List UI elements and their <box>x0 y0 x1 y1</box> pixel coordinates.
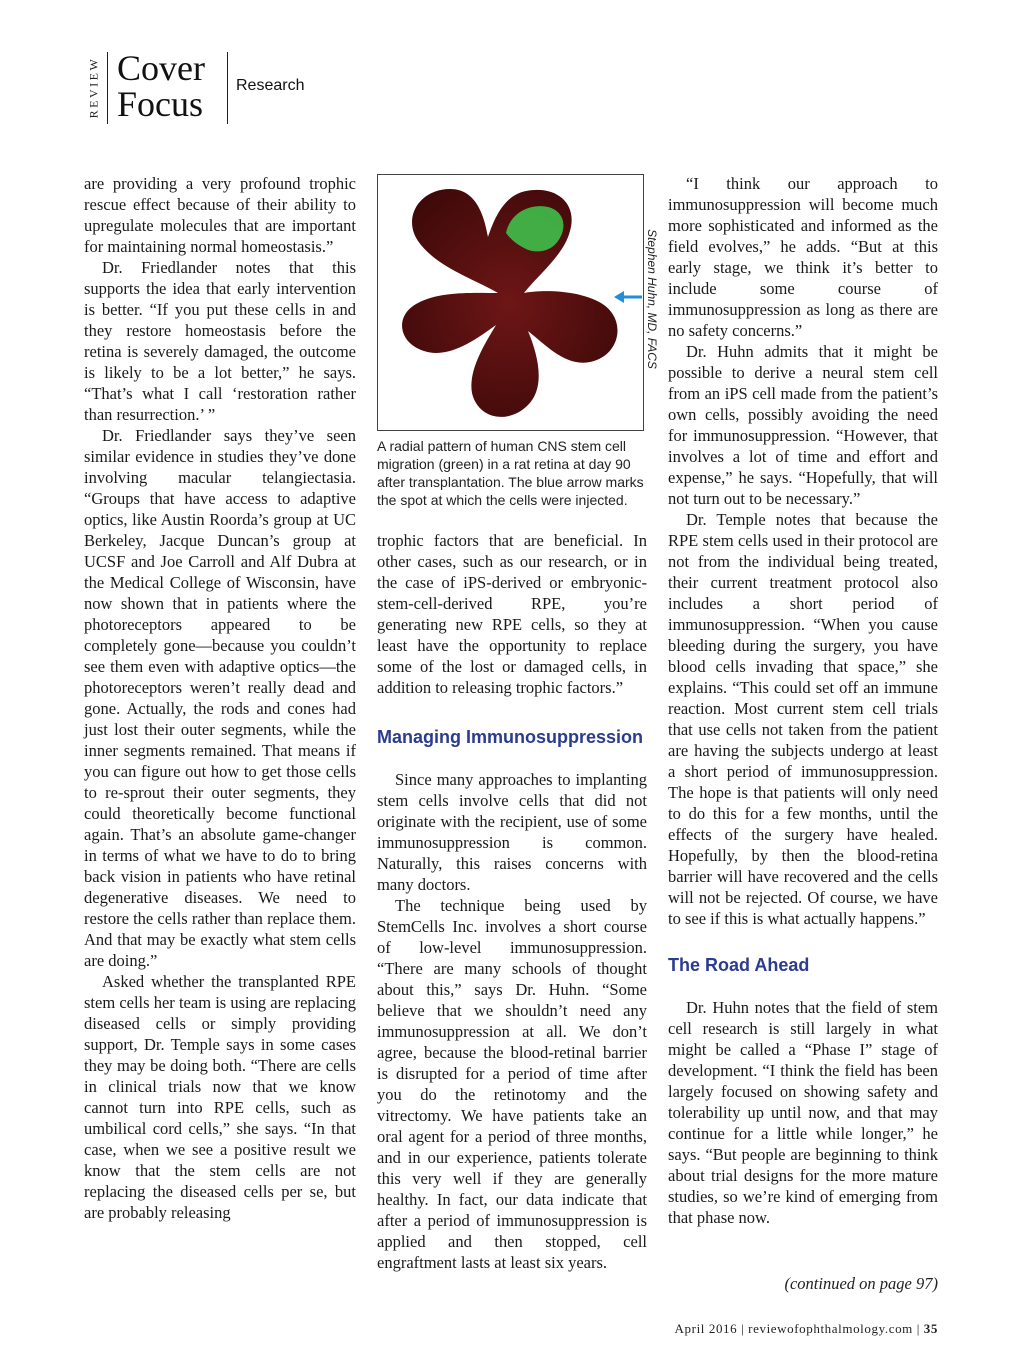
issue-date: April 2016 <box>674 1321 738 1336</box>
photo-credit: Stephen Huhn, MD, FACS <box>645 229 659 369</box>
paragraph: trophic factors that are beneficial. In other cases, such as our research, or in the case of iPS-derived or embryonic-stem-cell-derived RPE, you’re generating new RPE cells, so they at least have the opportunity to replace some of the lost or damaged cells, in addition to releasing trophic factors.” <box>377 531 647 697</box>
column-1 <box>84 173 356 1223</box>
magazine-label: REVIEW <box>86 56 101 119</box>
subheading-managing-immunosuppression: Managing Immunosuppression <box>377 727 644 747</box>
paragraph: are providing a very profound trophic rescue effect because of their ability to upregulate molecules that are important for maintaining normal homeostasis.” <box>84 174 356 256</box>
paragraph: Dr. Friedlander says they’ve seen similar evidence in studies they’ve done involving macular telangiectasia. “Groups that have access to adaptive optics, like Austin Roorda’s group at UC Berkeley, Jacque Duncan’s group at UCSF and Joe Carroll and Alf Dubra at the Medical College of Wisconsin, have now shown that in patients where the photoreceptors appeared to be completely gone—because you couldn’t see them even with adaptive optics—the photoreceptors weren’t really dead and gone. Actually, the rods and cones had just lost their outer segments, while the inner segments remained. That means if you can figure out how to get those cells to re-sprout their outer segments, they could theoretically become functional again. That’s an absolute game-changer in terms of what we have to do to bring back vision in patients who have retinal degenerative diseases. We need to restore the cells rather than replace them. And that may be exactly what stem cells are doing.” <box>84 426 356 970</box>
footer-separator: | <box>916 1321 924 1336</box>
paragraph: Dr. Huhn notes that the field of stem cell research is still largely in what might be called a “Phase I” stage of development. “I think the field has been largely focused on showing safety and tolerability up until now, and that may continue for a little while longer,” he says. “But people are beginning to think about trial designs for the more mature studies, so we’re kind of emerging from that phase now. <box>668 998 938 1227</box>
column-2 <box>377 530 647 1273</box>
paragraph: Since many approaches to implanting stem cells involve cells that did not originate with the recipient, use of some immunosuppression is common. Naturally, this raises concerns with many doctors. <box>377 770 647 894</box>
footer-separator: | <box>741 1321 749 1336</box>
page-footer <box>675 1321 938 1337</box>
section-title <box>117 50 205 122</box>
paragraph: Asked whether the transplanted RPE stem cells her team is using are replacing diseased cells or simply providing support, Dr. Temple says in some cases they may be doing both. “There are cells in clinical trials now that we know cannot turn into RPE cells, such as umbilical cord cells,” she says. “In that case, when we see a positive result we know that the stem cells are not replacing the diseased cells per se, but are probably releasing <box>84 972 356 1222</box>
subheading-road-ahead: The Road Ahead <box>668 955 810 975</box>
section-label: Research <box>236 77 305 94</box>
figure-caption: A radial pattern of human CNS stem cell migration (green) in a rat retina at day 90 after transplantation. The blue arrow marks the spot at which the cells were injected. <box>377 438 644 508</box>
header-divider-right <box>227 52 228 124</box>
website-link[interactable]: reviewofophthalmology.com <box>748 1321 913 1336</box>
paragraph: The technique being used by StemCells Inc. involves a short course of low-level immunosuppression. “There are many schools of thought about this,” says Dr. Huhn. “Some believe that we shouldn’t need any immunosuppression at all. We don’t agree, because the blood-retinal barrier is disrupted for a period of time after you do the retinotomy and the vitrectomy. We have patients take an oral agent for a period of three months, and in our experience, patients tolerate this very well if they are generally healthy. In fact, our data indicate that after a period of immunosuppression is applied and then stopped, cell engraftment lasts at least six years. <box>377 896 647 1272</box>
header-divider-left <box>107 52 108 124</box>
paragraph: Dr. Huhn admits that it might be possible to derive a neural stem cell from an iPS cell made from the patient’s own cells, possibly avoiding the need for immunosuppression. “However, that involves a lot of time and effort and expense,” he says. “Hopefully, that will not turn out to be necessary.” <box>668 342 938 508</box>
page-number: 35 <box>923 1321 938 1336</box>
paragraph: Dr. Temple notes that because the RPE stem cells used in their protocol are not from the individual being treated, their current treatment protocol also includes a short period of immunosuppression. “When you cause bleeding during the surgery, you have blood cells invading that space,” she explains. “This could set off an immune reaction. Most current stem cell trials that use cells not taken from the patient are having the subjects undergo at least a short period of immunosuppression. The hope is that patients will only need to do this for a few months, until the effects of the surgery have healed. Hopefully, by then the blood-retina barrier will have recovered and the cells will not be rejected. Of course, we have to see if this is what actually happens.” <box>668 510 938 928</box>
continued-note: (continued on page 97) <box>784 1274 938 1293</box>
section-title-line1: Cover <box>117 48 205 88</box>
arrow-head <box>614 291 624 303</box>
retina-figure <box>377 174 644 431</box>
section-title-line2: Focus <box>117 84 204 124</box>
injection-arrow-icon <box>614 291 642 303</box>
column-3 <box>668 173 938 1228</box>
retina-image <box>378 175 643 430</box>
paragraph: Dr. Friedlander notes that this supports the idea that early intervention is better. “If you put these cells in and they restore homeostasis before the retina is severely damaged, the outcome is likely to be a lot better,” he says. “That’s what I call ‘restoration rather than resurrection.’ ” <box>84 258 356 424</box>
paragraph: “I think our approach to immunosuppression will become much more sophisticated and informed as the field evolves,” he adds. “But at this early stage, we think it’s better to include some course of immunosuppression as long as there are no safety concerns.” <box>668 174 938 340</box>
